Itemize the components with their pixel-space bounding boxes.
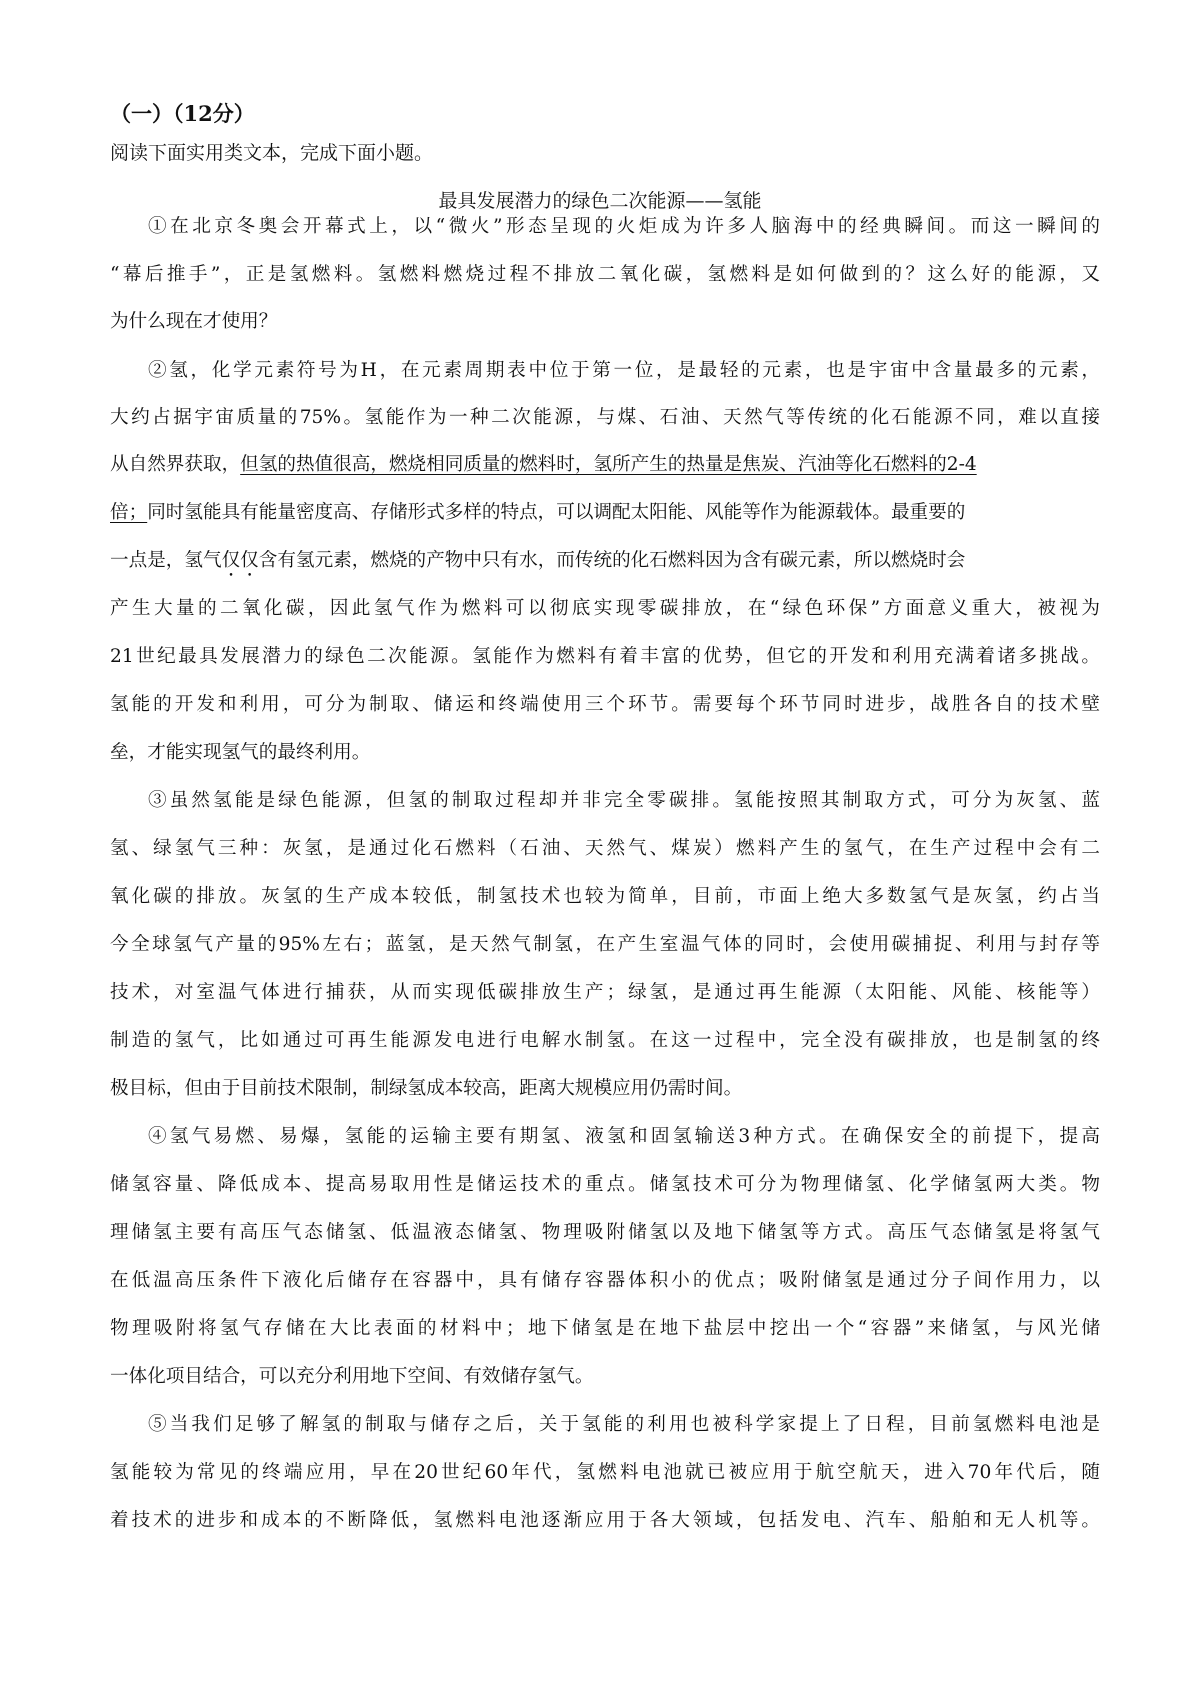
paragraph-1-line-1: ①在北京冬奥会开幕式上，以“微火”形态呈现的火炬成为许多人脑海中的经典瞬间。而这一瞬间的 (148, 216, 1100, 237)
section-heading: （一）（12分） (110, 101, 255, 126)
paragraph-4-line-3: 理储氢主要有高压气态储氢、低温液态储氢、物理吸附储氢以及地下储氢等方式。高压气态储氢是将氢气 (110, 1222, 1100, 1243)
paragraph-4-line-1: ④氢气易燃、易爆，氢能的运输主要有期氢、液氢和固氢输送3种方式。在确保安全的前提下，提高 (148, 1126, 1100, 1147)
plain-text: 含有氢元素，燃烧的产物中只有水，而传统的化石燃料因为含有碳元素，所以燃烧时会 (258, 550, 966, 571)
paragraph-3-line-7: 极目标，但由于目前技术限制，制绿氢成本较高，距离大规模应用仍需时间。 (110, 1078, 743, 1099)
paragraph-3-line-4: 今全球氢气产量的95%左右；蓝氢，是天然气制氢，在产生室温气体的同时，会使用碳捕捉、利用与封存等 (110, 934, 1100, 955)
paragraph-2-line-8: 氢能的开发和利用，可分为制取、储运和终端使用三个环节。需要每个环节同时进步，战胜各自的技术壁 (110, 694, 1100, 715)
paragraph-3-line-3: 氧化碳的排放。灰氢的生产成本较低，制氢技术也较为简单，目前，市面上绝大多数氢气是灰氢，约占当 (110, 886, 1100, 907)
article-title: 最具发展潜力的绿色二次能源——氢能 (438, 190, 762, 212)
paragraph-1-line-3: 为什么现在才使用？ (110, 311, 278, 332)
emphasis-dotted-text: 仅仅 (221, 550, 259, 571)
paragraph-2-line-6: 产生大量的二氧化碳，因此氢气作为燃料可以彻底实现零碳排放，在“绿色环保”方面意义重大，被视为 (110, 598, 1100, 619)
reading-instruction: 阅读下面实用类文本，完成下面小题。 (110, 142, 434, 164)
paragraph-5-line-3: 着技术的进步和成本的不断降低，氢燃料电池逐渐应用于各大领域，包括发电、汽车、船舶和无人机等。 (110, 1510, 1100, 1531)
plain-text: 同时氢能具有能量密度高、存储形式多样的特点，可以调配太阳能、风能等作为能源载体。最重要的 (147, 502, 966, 523)
paragraph-3-line-5: 技术，对室温气体进行捕获，从而实现低碳排放生产；绿氢，是通过再生能源（太阳能、风能、核能等） (110, 982, 1100, 1003)
paragraph-2-line-5 (110, 548, 1100, 581)
plain-text: 一点是，氢气 (110, 550, 222, 571)
paragraph-5-line-2: 氢能较为常见的终端应用，早在20世纪60年代，氢燃料电池就已被应用于航空航天，进入70年代后，随 (110, 1462, 1100, 1483)
paragraph-2-line-9: 垒，才能实现氢气的最终利用。 (110, 742, 371, 763)
paragraph-1-line-2: “幕后推手”，正是氢燃料。氢燃料燃烧过程不排放二氧化碳，氢燃料是如何做到的？这么好的能源，又 (110, 264, 1100, 285)
paragraph-2-line-2: 大约占据宇宙质量的75%。氢能作为一种二次能源，与煤、石油、天然气等传统的化石能源不同，难以直接 (110, 407, 1100, 428)
paragraph-2-line-4 (110, 500, 1100, 526)
paragraph-2-line-3 (110, 452, 1100, 478)
paragraph-4-line-4: 在低温高压条件下液化后储存在容器中，具有储存容器体积小的优点；吸附储氢是通过分子间作用力，以 (110, 1270, 1100, 1291)
underlined-text: 倍； (110, 502, 148, 523)
paragraph-4-line-5: 物理吸附将氢气存储在大比表面的材料中；地下储氢是在地下盐层中挖出一个“容器”来储氢，与风光储 (110, 1318, 1100, 1339)
paragraph-2-line-1: ②氢，化学元素符号为H，在元素周期表中位于第一位，是最轻的元素，也是宇宙中含量最多的元素， (148, 360, 1100, 381)
paragraph-5-line-1: ⑤当我们足够了解氢的制取与储存之后，关于氢能的利用也被科学家提上了日程，目前氢燃料电池是 (148, 1414, 1100, 1435)
paragraph-3-line-6: 制造的氢气，比如通过可再生能源发电进行电解水制氢。在这一过程中，完全没有碳排放，也是制氢的终 (110, 1030, 1100, 1051)
paragraph-4-line-6: 一体化项目结合，可以充分利用地下空间、有效储存氢气。 (110, 1366, 594, 1387)
paragraph-3-line-1: ③虽然氢能是绿色能源，但氢的制取过程却并非完全零碳排。氢能按照其制取方式，可分为灰氢、蓝 (148, 790, 1100, 811)
paragraph-4-line-2: 储氢容量、降低成本、提高易取用性是储运技术的重点。储氢技术可分为物理储氢、化学储氢两大类。物 (110, 1174, 1100, 1195)
paragraph-2-line-7: 21世纪最具发展潜力的绿色二次能源。氢能作为燃料有着丰富的优势，但它的开发和利用充满着诸多挑战。 (110, 646, 1100, 667)
plain-text: 从自然界获取， (110, 454, 241, 475)
underlined-text: 但氢的热值很高，燃烧相同质量的燃料时，氢所产生的热量是焦炭、汽油等化石燃料的2-4 (240, 454, 977, 475)
paragraph-3-line-2: 氢、绿氢气三种：灰氢，是通过化石燃料（石油、天然气、煤炭）燃料产生的氢气，在生产过程中会有二 (110, 838, 1100, 859)
